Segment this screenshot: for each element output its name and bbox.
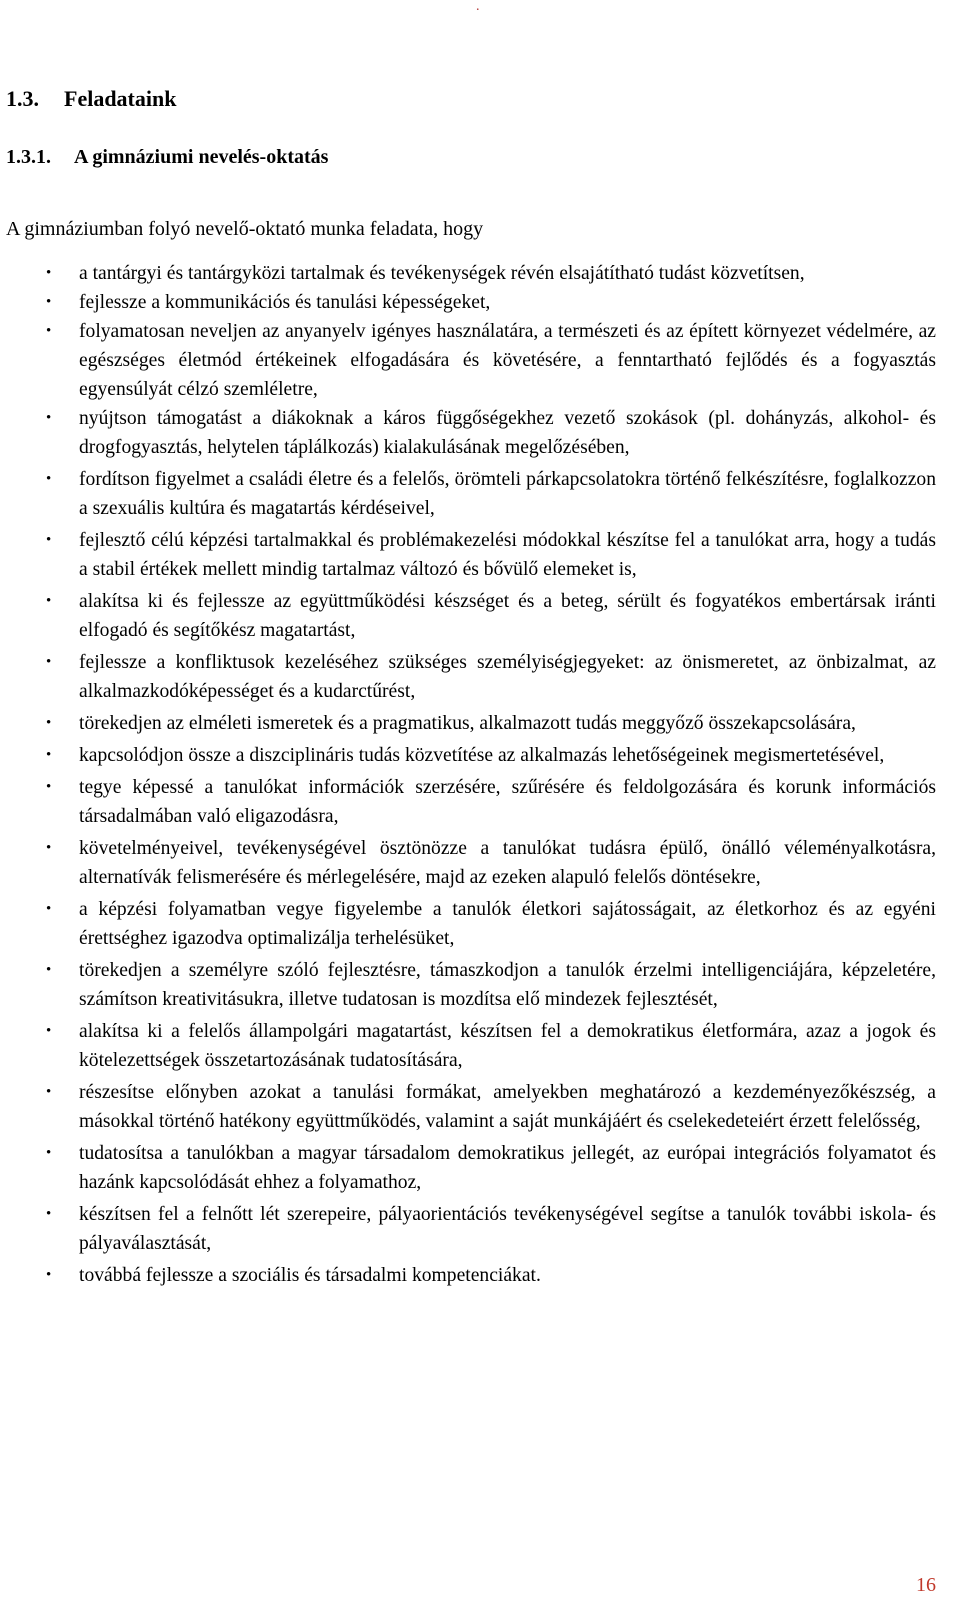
- list-item: [46, 1200, 936, 1258]
- bullet-icon: •: [46, 1267, 52, 1283]
- bullet-icon: •: [46, 962, 52, 978]
- list-item-text: fejlessze a kommunikációs és tanulási képességeket,: [79, 292, 491, 313]
- list-item: [46, 1017, 936, 1075]
- page-number: 16: [916, 1574, 936, 1596]
- bullet-icon: •: [46, 471, 52, 487]
- list-item: [46, 1261, 936, 1290]
- list-item: [46, 895, 936, 953]
- list-item: [46, 526, 936, 584]
- bullet-icon: •: [46, 654, 52, 670]
- top-mark: .: [476, 0, 480, 14]
- bullet-icon: •: [46, 779, 52, 795]
- list-item-text: fordítson figyelmet a családi életre és a felelős, örömteli párkapcsolatokra történő felkészítésre, foglalkozzon a szexuális kultúra és magatartás kérdéseivel,: [79, 469, 936, 519]
- list-item-text: tudatosítsa a tanulókban a magyar társadalom demokratikus jellegét, az európai integrációs folyamatot és hazánk kapcsolódását ehhez a folyamathoz,: [79, 1143, 936, 1193]
- bullet-icon: •: [46, 294, 52, 310]
- bullet-icon: •: [46, 747, 52, 763]
- bullet-icon: •: [46, 265, 52, 281]
- list-item: [46, 1139, 936, 1197]
- bullet-icon: •: [46, 532, 52, 548]
- subsection-title: A gimnáziumi nevelés-oktatás: [74, 146, 329, 168]
- list-item: [46, 288, 936, 317]
- list-item-text: folyamatosan neveljen az anyanyelv igényes használatára, a természeti és az épített környezet védelmére, az egészséges életmód értékeinek elfogadására és követésére, a fenntartható fejlődés és a fogyasztás egyensúlyát célzó szemléletre,: [79, 321, 936, 400]
- subsection-heading: [6, 146, 328, 169]
- list-item-text: törekedjen a személyre szóló fejlesztésre, támaszkodjon a tanulók érzelmi intelligenciájára, képzeletére, számítson kreativitásukra, illetve tudatosan is mozdítsa elő mindezek fejlesztését,: [79, 960, 936, 1010]
- bullet-icon: •: [46, 840, 52, 856]
- list-item: [46, 1078, 936, 1136]
- bullet-icon: •: [46, 410, 52, 426]
- bullet-icon: •: [46, 1023, 52, 1039]
- list-item-text: fejlessze a konfliktusok kezeléséhez szükséges személyiségjegyeket: az önismeretet, az önbizalmat, az alkalmazkodóképességet és a kudarctűrést,: [79, 652, 936, 702]
- list-item: [46, 648, 936, 706]
- subsection-number: 1.3.1.: [6, 146, 51, 168]
- list-item-text: alakítsa ki és fejlessze az együttműködési készséget és a beteg, sérült és fogyatékos embertársak iránti elfogadó és segítőkész magatartást,: [79, 591, 936, 641]
- list-item-text: törekedjen az elméleti ismeretek és a pragmatikus, alkalmazott tudás meggyőző összekapcsolására,: [79, 713, 856, 734]
- list-item: [46, 587, 936, 645]
- list-item-text: fejlesztő célú képzési tartalmakkal és problémakezelési módokkal készítse fel a tanulókat arra, hogy a tudás a stabil értékek mellett mindig tartalmaz változó és bővülő elemeket is,: [79, 530, 936, 580]
- section-number: 1.3.: [6, 86, 39, 111]
- bullet-icon: •: [46, 1206, 52, 1222]
- bullet-icon: •: [46, 323, 52, 339]
- list-item: [46, 956, 936, 1014]
- list-item-text: részesítse előnyben azokat a tanulási formákat, amelyekben meghatározó a kezdeményezőkészség, a másokkal történő hatékony együttműködés, valamint a saját munkájáért és cselekedeteiért érzett felelősség,: [79, 1082, 936, 1132]
- bullet-icon: •: [46, 1145, 52, 1161]
- bullet-icon: •: [46, 901, 52, 917]
- list-item: [46, 709, 936, 738]
- list-item: [46, 317, 936, 404]
- section-heading: [6, 86, 176, 112]
- bullet-icon: •: [46, 715, 52, 731]
- list-item-text: készítsen fel a felnőtt lét szerepeire, pályaorientációs tevékenységével segítse a tanulók további iskola- és pályaválasztását,: [79, 1204, 936, 1254]
- bullet-icon: •: [46, 1084, 52, 1100]
- task-list: [0, 259, 960, 1293]
- list-item-text: a tantárgyi és tantárgyközi tartalmak és tevékenységek révén elsajátítható tudást közvetítsen,: [79, 263, 805, 284]
- list-item-text: továbbá fejlessze a szociális és társadalmi kompetenciákat.: [79, 1265, 541, 1286]
- bullet-icon: •: [46, 593, 52, 609]
- list-item: [46, 773, 936, 831]
- list-item-text: nyújtson támogatást a diákoknak a káros függőségekhez vezető szokások (pl. dohányzás, alkohol- és drogfogyasztás, helytelen táplálkozás) kialakulásának megelőzésében,: [79, 408, 936, 458]
- list-item-text: követelményeivel, tevékenységével ösztönözze a tanulókat tudásra épülő, önálló véleményalkotásra, alternatívák felismerésére és mérlegelésére, majd az ezeken alapuló felelős döntésekre,: [79, 838, 936, 888]
- list-item-text: tegye képessé a tanulókat információk szerzésére, szűrésére és feldolgozására és korunk információs társadalmában való eligazodásra,: [79, 777, 936, 827]
- list-item: [46, 741, 936, 770]
- list-item: [46, 834, 936, 892]
- list-item-text: kapcsolódjon össze a diszciplináris tudás közvetítése az alkalmazás lehetőségeinek megismertetésével,: [79, 745, 885, 766]
- list-item-text: a képzési folyamatban vegye figyelembe a tanulók életkori sajátosságait, az életkorhoz és az egyéni érettséghez igazodva optimalizálja terhelésüket,: [79, 899, 936, 949]
- list-item: [46, 404, 936, 462]
- section-title: Feladataink: [64, 86, 177, 111]
- list-item: [46, 465, 936, 523]
- list-item-text: alakítsa ki a felelős állampolgári magatartást, készítsen fel a demokratikus életformára, azaz a jogok és kötelezettségek összetartozásának tudatosítására,: [79, 1021, 936, 1071]
- list-item: [46, 259, 936, 288]
- intro-paragraph: A gimnáziumban folyó nevelő-oktató munka feladata, hogy: [6, 218, 484, 240]
